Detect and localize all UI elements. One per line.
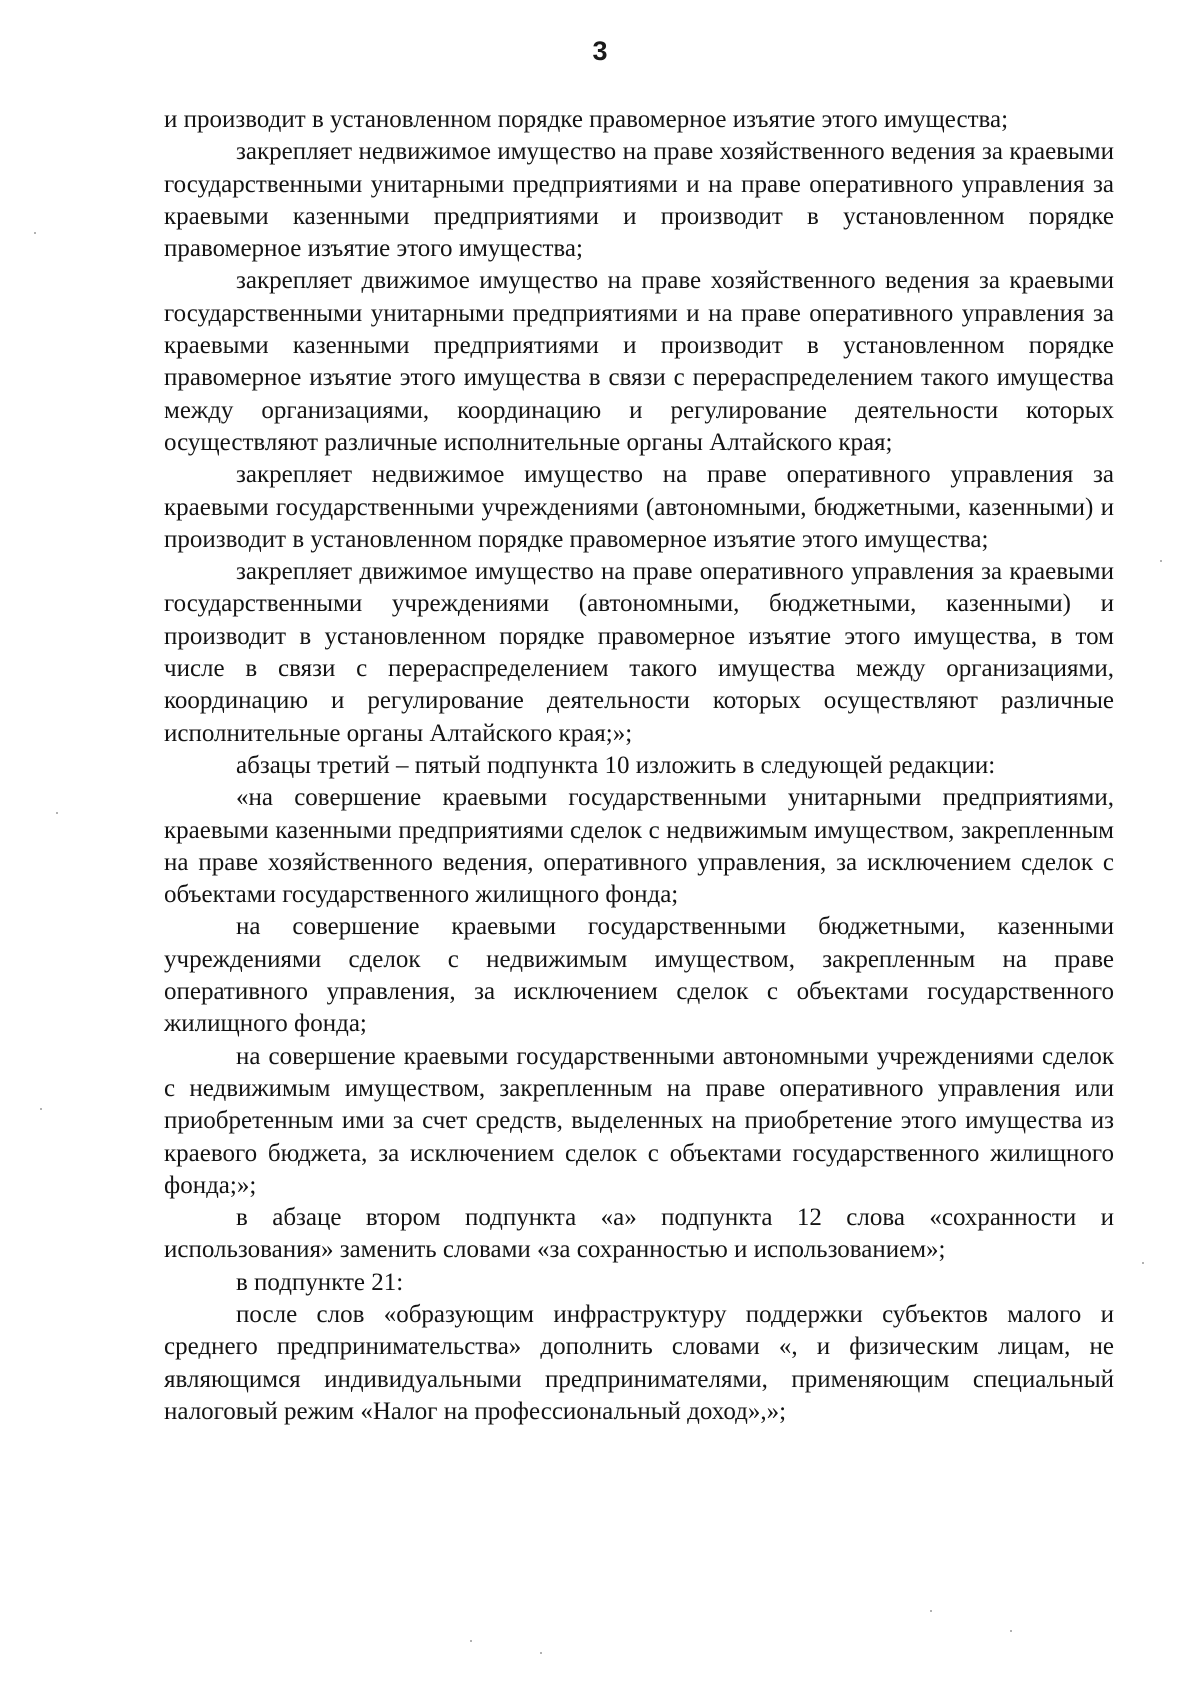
paragraph: на совершение краевыми государственными автономными учреждениями сделок с недвижимым имуществом, закрепленным на праве оперативного управления или приобретенным ими за счет средств, выделенных на приобретение этого имущества из краевого бюджета, за исключением сделок с объектами государственного жилищного фонда;»; [164, 1042, 1114, 1199]
scan-speck [540, 1652, 542, 1654]
scan-speck [34, 232, 36, 234]
paragraph: «на совершение краевыми государственными унитарными предприятиями, краевыми казенными предприятиями сделок с недвижимым имуществом, закрепленным на праве хозяйственного ведения, оперативного управления, за исключением сделок с объектами государственного жилищного фонда; [164, 784, 1114, 909]
paragraph: закрепляет недвижимое имущество на праве оперативного управления за краевыми государственными учреждениями (автономными, бюджетными, казенными) и производит в установленном порядке правомерное изъятие этого имущества; [164, 461, 1114, 553]
scan-speck [56, 812, 58, 814]
scan-speck [930, 1610, 932, 1612]
scan-speck [1010, 1630, 1012, 1632]
scan-speck [1160, 560, 1162, 562]
paragraph: после слов «образующим инфраструктуру поддержки субъектов малого и среднего предпринимательства» дополнить словами «, и физическим лицам, не являющимся индивидуальными предпринимателями, применяющим специальный налоговый режим «Налог на профессиональный доход»,»; [164, 1300, 1114, 1425]
paragraph: закрепляет движимое имущество на праве хозяйственного ведения за краевыми государственными унитарными предприятиями и на праве оперативного управления за краевыми казенными предприятиями и производит в установленном порядке правомерное изъятие этого имущества в связи с перераспределением такого имущества между организациями, координацию и регулирование деятельности которых осуществляют различные исполнительные органы Алтайского края; [164, 267, 1114, 456]
scan-speck [470, 1640, 472, 1642]
scan-speck [40, 1108, 42, 1110]
paragraph: и производит в установленном порядке правомерное изъятие этого имущества; [164, 106, 1009, 133]
paragraph: в подпункте 21: [236, 1268, 404, 1296]
scan-speck [1142, 1262, 1144, 1264]
paragraph: абзацы третий – пятый подпункта 10 изложить в следующей редакции: [236, 751, 996, 779]
paragraph: на совершение краевыми государственными бюджетными, казенными учреждениями сделок с недвижимым имуществом, закрепленным на праве оперативного управления, за исключением сделок с объектами государственного жилищного фонда; [164, 913, 1114, 1038]
paragraph: в абзаце втором подпункта «а» подпункта 12 слова «сохранности и использования» заменить словами «за сохранностью и использованием»; [164, 1204, 1114, 1264]
paragraph: закрепляет недвижимое имущество на праве хозяйственного ведения за краевыми государственными унитарными предприятиями и на праве оперативного управления за краевыми казенными предприятиями и производит в установленном порядке правомерное изъятие этого имущества; [164, 138, 1114, 263]
paragraph: закрепляет движимое имущество на праве оперативного управления за краевыми государственными учреждениями (автономными, бюджетными, казенными) и производит в установленном порядке правомерное изъятие этого имущества, в том числе в связи с перераспределением такого имущества между организациями, координацию и регулирование деятельности которых осуществляют различные исполнительные органы Алтайского края;»; [164, 558, 1114, 747]
document-body [164, 104, 1114, 1428]
page-number: 3 [592, 36, 608, 66]
